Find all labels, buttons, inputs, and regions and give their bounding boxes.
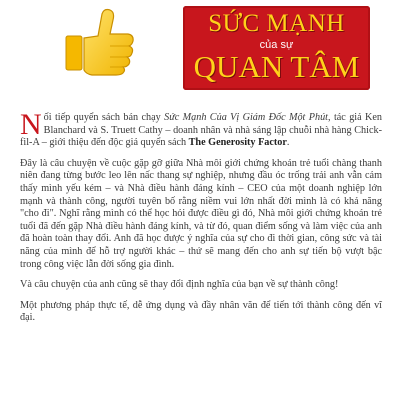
success-paragraph: Và câu chuyện của anh cũng sẽ thay đổi định nghĩa của bạn về sự thành công! (20, 279, 339, 291)
intro-text-end: . (286, 137, 290, 149)
intro-book-title: Sức Mạnh Của Vị Giám Đốc Một Phút (164, 112, 329, 123)
title-line-3: QUAN TÂM (193, 49, 360, 84)
book-title-banner (183, 6, 370, 90)
thumbs-up-icon (62, 6, 138, 76)
featured-book-title: The Generosity Factor (188, 137, 287, 149)
title-line-1: SỨC MẠNH (208, 10, 345, 37)
title-line-2: của sự (259, 39, 294, 51)
intro-text-1: ối tiếp quyển sách bán chạy (43, 112, 165, 123)
intro-paragraph (20, 108, 382, 150)
drop-cap: N (20, 108, 42, 141)
book-description (20, 108, 382, 333)
story-paragraph: Đây là câu chuyện về cuộc gặp gỡ giữa Nhà môi giới chứng khoán trẻ tuổi chàng thanh niên đang từng bước leo lên nấc thang sự nghiệp, nhưng đầu óc trống trải anh vẫn cảm thấy mình yếu kém – và Nhà điều hành đáng kính – CEO của một doanh nghiệp lớn mạnh và thành công, người tuyên bố rằng niềm vui lớn nhất đời mình là có khả năng "cho đi". Nghĩ rằng mình có thể học hỏi được điều gì đó, Nhà môi giới chứng khoán trẻ tuổi đã đến gặp Nhà điều hành đáng kính, và từ đó, quan điểm sống và làm việc của anh đã hoàn toàn thay đổi. Anh đã học được ý nghĩa của sự cho đi thời gian, công sức và tài năng của mình để hỗ trợ người khác – thứ sẽ mang đến cho anh sự tiến bộ vượt bậc trong công việc lẫn đời sống gia đình. (20, 157, 382, 270)
method-paragraph: Một phương pháp thực tế, dễ ứng dụng và đầy nhân văn để tiến tới thành công đến vĩ đại. (20, 299, 382, 324)
intro-text-2: , tác giả Ken Blanchard và S. Truett Cathy – doanh nhân và nhà sáng lập chuỗi nhà hàng Chick-fil-A – giới thiệu đến độc giả quyển sách (20, 112, 382, 149)
